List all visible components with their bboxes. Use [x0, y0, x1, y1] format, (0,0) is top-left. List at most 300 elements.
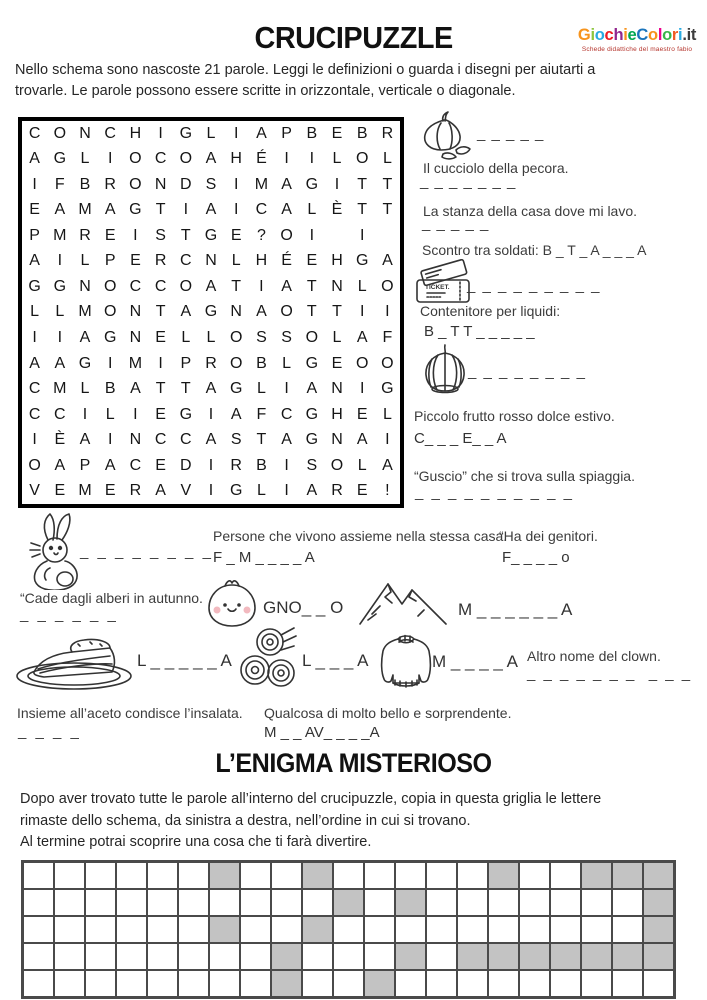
ws-letter-cell: I: [107, 354, 113, 372]
enigma-cell-shaded: [488, 862, 519, 889]
ws-letter-cell: A: [306, 380, 318, 398]
ws-letter-cell: È: [331, 201, 343, 219]
ws-letter-cell: G: [204, 303, 218, 321]
ws-letter-cell: I: [284, 482, 289, 500]
ws-letter-cell: E: [104, 482, 116, 500]
ws-letter-cell: O: [355, 150, 369, 168]
ws-letter-cell: G: [78, 354, 92, 372]
ws-letter-cell: I: [259, 277, 264, 295]
enigma-cell-shaded: [302, 862, 333, 889]
ws-letter-cell: I: [385, 303, 390, 321]
clue-pagliaccio-text: Altro nome del clown.: [527, 648, 661, 664]
ws-letter-cell: I: [32, 329, 37, 347]
ws-letter-cell: H: [331, 405, 343, 423]
ws-letter-cell: T: [180, 380, 191, 398]
ws-letter-cell: N: [331, 431, 343, 449]
ws-letter-cell: F: [256, 405, 267, 423]
ws-letter-cell: A: [230, 405, 242, 423]
ws-letter-cell: O: [103, 303, 117, 321]
ws-letter-cell: R: [79, 226, 91, 244]
ws-letter-cell: I: [334, 175, 340, 193]
ws-letter-cell: M: [128, 354, 143, 372]
ws-letter-cell: R: [381, 124, 394, 142]
enigma-cell: [519, 916, 550, 943]
enigma-cell: [85, 916, 116, 943]
ws-letter-cell: L: [332, 150, 342, 168]
ws-letter-cell: C: [54, 405, 66, 423]
ws-letter-cell: I: [359, 303, 365, 321]
ws-letter-cell: T: [155, 380, 166, 398]
ws-letter-cell: A: [281, 201, 292, 219]
ws-letter-cell: C: [180, 252, 192, 270]
ws-letter-cell: L: [382, 405, 392, 423]
enigma-cell: [488, 916, 519, 943]
clue-meraviglia-text: Qualcosa di molto bello e sorprendente.: [264, 705, 512, 721]
ws-letter-cell: L: [307, 201, 317, 219]
ws-letter-cell: C: [154, 431, 167, 449]
ws-letter-cell: I: [107, 150, 113, 168]
ws-letter-cell: T: [382, 175, 393, 193]
ws-letter-cell: A: [205, 277, 217, 295]
enigma-cell-shaded: [643, 916, 674, 943]
ws-letter-cell: A: [54, 201, 66, 219]
enigma-cell: [54, 970, 85, 997]
enigma-cell: [426, 889, 457, 916]
ws-letter-cell: G: [53, 277, 67, 295]
ws-letter-cell: I: [82, 405, 88, 423]
ws-letter-cell: G: [53, 150, 67, 168]
ws-letter-cell: S: [205, 175, 217, 193]
ws-letter-cell: R: [331, 482, 343, 500]
ws-letter-cell: G: [28, 277, 41, 295]
enigma-instructions: [20, 789, 601, 854]
ws-letter-cell: N: [331, 380, 343, 398]
intro-text: [15, 60, 595, 102]
ws-letter-cell: O: [53, 124, 67, 142]
enigma-cell: [116, 916, 147, 943]
enigma-cell: [333, 970, 364, 997]
enigma-cell: [147, 862, 178, 889]
ws-letter-cell: L: [206, 329, 216, 347]
ws-letter-cell: L: [206, 124, 216, 142]
ws-letter-cell: P: [180, 354, 192, 372]
ws-letter-cell: E: [155, 405, 166, 423]
clue-legna-pattern: L _ _ _ A: [302, 651, 369, 670]
enigma-cell-shaded: [395, 943, 426, 970]
ws-letter-cell: E: [54, 482, 66, 500]
enigma-cell: [23, 862, 54, 889]
logo-letter: e: [627, 26, 637, 44]
enigma-cell: [85, 943, 116, 970]
ws-letter-cell: N: [230, 303, 242, 321]
ws-letter-cell: G: [204, 226, 218, 244]
ws-letter-cell: I: [233, 175, 239, 193]
clue-castagna-dashes: _ _ _ _ _ _ _ _: [468, 363, 587, 380]
ws-letter-cell: A: [281, 431, 292, 449]
ws-letter-cell: H: [331, 252, 343, 270]
ws-letter-cell: T: [155, 201, 166, 219]
ws-letter-cell: N: [129, 431, 142, 449]
ws-letter-cell: C: [154, 277, 167, 295]
ws-letter-cell: L: [181, 329, 191, 347]
ws-letter-cell: O: [179, 150, 193, 168]
ws-letter-cell: L: [231, 252, 241, 270]
clue-famiglia-text: Persone che vivono assieme nella stessa casa.: [213, 528, 508, 544]
logo-letter: C: [636, 26, 649, 44]
ws-letter-cell: E: [306, 252, 318, 270]
ws-letter-cell: N: [331, 277, 343, 295]
ws-letter-cell: É: [281, 252, 292, 270]
enigma-cell: [457, 916, 488, 943]
enigma-cell-shaded: [643, 889, 674, 916]
ws-letter-cell: L: [382, 150, 392, 168]
ws-letter-cell: R: [129, 482, 142, 500]
ws-letter-cell: O: [330, 456, 344, 474]
ws-letter-cell: O: [129, 175, 142, 193]
ws-letter-cell: !: [385, 482, 390, 500]
ws-letter-cell: I: [32, 175, 37, 193]
ws-letter-cell: I: [359, 226, 365, 244]
ws-letter-cell: P: [29, 226, 40, 244]
ws-letter-cell: R: [230, 456, 242, 474]
clue-conchiglia-text: “Guscio” che si trova sulla spiaggia.: [414, 468, 635, 484]
enigma-cell: [426, 970, 457, 997]
ws-letter-cell: I: [385, 431, 390, 449]
logs-icon: [238, 624, 298, 690]
ws-letter-cell: È: [54, 431, 66, 449]
clue-bottiglia-pattern: B _ T T _ _ _ _ _: [424, 323, 535, 340]
ws-letter-cell: A: [281, 277, 292, 295]
clue-famiglia-pattern: F _ M _ _ _ _ A: [213, 549, 315, 566]
ws-letter-cell: A: [356, 431, 368, 449]
ws-letter-cell: C: [28, 380, 41, 398]
ws-letter-cell: O: [179, 277, 193, 295]
ws-letter-cell: C: [180, 431, 192, 449]
enigma-cell: [85, 889, 116, 916]
ws-letter-cell: G: [381, 380, 394, 398]
ws-letter-cell: I: [208, 405, 214, 423]
enigma-cell: [23, 970, 54, 997]
ws-letter-cell: I: [309, 226, 315, 244]
ws-letter-cell: I: [208, 482, 214, 500]
ws-letter-cell: I: [57, 329, 63, 347]
ws-letter-cell: B: [256, 354, 267, 372]
ws-letter-cell: T: [332, 303, 342, 321]
enigma-cell: [364, 889, 395, 916]
enigma-cell-shaded: [457, 943, 488, 970]
ws-letter-cell: C: [255, 201, 268, 219]
ws-letter-cell: A: [382, 252, 393, 270]
enigma-cell: [116, 889, 147, 916]
ws-letter-cell: T: [357, 201, 368, 219]
ws-letter-cell: L: [105, 405, 115, 423]
ws-letter-cell: R: [104, 175, 116, 193]
ws-letter-cell: H: [255, 252, 268, 270]
enigma-cell: [54, 862, 85, 889]
enigma-cell: [364, 862, 395, 889]
enigma-cell: [519, 889, 550, 916]
ws-letter-cell: C: [280, 405, 293, 423]
ws-letter-cell: E: [29, 201, 40, 219]
site-logo: [571, 27, 703, 53]
enigma-cell: [23, 889, 54, 916]
ws-letter-cell: A: [54, 354, 66, 372]
ws-letter-cell: O: [381, 354, 394, 372]
enigma-cell: [302, 970, 333, 997]
enigma-cell: [178, 889, 209, 916]
ws-letter-cell: A: [79, 431, 91, 449]
enigma-cell: [116, 970, 147, 997]
enigma-cell: [488, 889, 519, 916]
logo-subtitle: Schede didattiche del maestro fabio: [581, 45, 693, 53]
ws-letter-cell: N: [129, 329, 142, 347]
ws-letter-cell: N: [129, 303, 142, 321]
ws-letter-cell: G: [305, 354, 319, 372]
mountain-icon: [358, 576, 448, 626]
ws-letter-cell: N: [79, 277, 91, 295]
enigma-cell-shaded: [643, 943, 674, 970]
ws-letter-cell: N: [205, 252, 217, 270]
enigma-cell: [147, 916, 178, 943]
enigma-cell-shaded: [302, 916, 333, 943]
clue-meraviglia-pattern: M _ _ AV_ _ _ _A: [264, 724, 380, 741]
ws-letter-cell: C: [129, 456, 142, 474]
ws-letter-cell: L: [80, 150, 90, 168]
ws-letter-cell: T: [306, 303, 317, 321]
enigma-cell: [23, 916, 54, 943]
ws-letter-cell: E: [104, 226, 116, 244]
logo-letter: o: [594, 26, 605, 44]
ws-letter-cell: M: [78, 482, 92, 500]
ws-letter-cell: I: [284, 150, 289, 168]
ws-letter-cell: O: [28, 456, 41, 474]
ws-letter-cell: O: [229, 354, 243, 372]
ws-letter-cell: G: [229, 482, 243, 500]
ws-letter-cell: I: [158, 124, 163, 142]
ws-letter-cell: S: [230, 431, 242, 449]
enigma-cell: [240, 943, 271, 970]
enigma-cell: [395, 862, 426, 889]
ws-letter-cell: G: [179, 124, 193, 142]
enigma-cell: [271, 889, 302, 916]
ws-letter-cell: G: [305, 175, 319, 193]
ws-letter-cell: T: [231, 277, 242, 295]
ws-letter-cell: C: [104, 124, 116, 142]
clue-biglietto-dashes: _ _ _ _ _ _ _ _ _: [467, 277, 601, 294]
enigma-cell-shaded: [209, 916, 240, 943]
enigma-cell: [54, 889, 85, 916]
logo-suffix: .it: [682, 26, 697, 44]
logo-letter: i: [623, 26, 628, 44]
rabbit-icon: [24, 512, 82, 590]
logo-letter: c: [604, 26, 614, 44]
enigma-cell: [178, 943, 209, 970]
ws-letter-cell: O: [280, 303, 293, 321]
ws-letter-cell: E: [155, 329, 166, 347]
enigma-cell: [364, 916, 395, 943]
clue-foglia-text: “Cade dagli alberi in autunno.: [20, 590, 203, 606]
ws-letter-cell: L: [80, 252, 90, 270]
enigma-cell: [395, 970, 426, 997]
ws-letter-cell: L: [80, 380, 90, 398]
enigma-cell: [426, 916, 457, 943]
enigma-cell: [612, 970, 643, 997]
ws-letter-cell: [375, 223, 400, 249]
ws-letter-cell: P: [281, 124, 292, 142]
clue-conchiglia-dashes: _ _ _ _ _ _ _ _ _ _: [415, 484, 574, 501]
ws-letter-cell: A: [130, 380, 141, 398]
enigma-cell-shaded: [612, 862, 643, 889]
ws-letter-cell: E: [356, 405, 368, 423]
ws-letter-cell: I: [233, 124, 239, 142]
ws-letter-cell: A: [29, 150, 40, 168]
enigma-cell: [333, 862, 364, 889]
clue-montagna-pattern: M _ _ _ _ _ _ A: [458, 600, 573, 619]
enigma-cell: [519, 970, 550, 997]
enigma-cell-shaded: [209, 862, 240, 889]
ws-letter-cell: P: [79, 456, 91, 474]
enigma-cell: [54, 943, 85, 970]
ws-letter-cell: I: [158, 354, 163, 372]
enigma-cell-shaded: [581, 943, 612, 970]
ws-letter-cell: R: [205, 354, 217, 372]
enigma-cell: [612, 889, 643, 916]
ws-letter-cell: E: [155, 456, 166, 474]
ws-letter-cell: G: [129, 201, 142, 219]
logo-letter: r: [671, 26, 679, 44]
ws-letter-cell: L: [357, 456, 367, 474]
chestnut-icon: [418, 342, 472, 396]
enigma-title: L’ENIGMA MISTERIOSO: [215, 748, 492, 778]
enigma-cell: [178, 970, 209, 997]
ws-letter-cell: H: [129, 124, 142, 142]
enigma-cell-shaded: [643, 862, 674, 889]
ws-letter-cell: S: [306, 456, 318, 474]
enigma-cell-shaded: [333, 889, 364, 916]
enigma-cell: [178, 862, 209, 889]
ws-letter-cell: I: [32, 431, 37, 449]
ws-letter-cell: L: [256, 482, 266, 500]
ws-letter-cell: H: [230, 150, 242, 168]
enigma-cell: [426, 862, 457, 889]
ws-letter-cell: F: [382, 329, 393, 347]
ws-letter-cell: I: [284, 456, 289, 474]
enigma-cell: [240, 916, 271, 943]
enigma-cell: [302, 943, 333, 970]
ws-letter-cell: E: [331, 354, 343, 372]
ws-letter-cell: I: [208, 456, 214, 474]
ws-letter-cell: B: [104, 380, 116, 398]
enigma-cell: [271, 862, 302, 889]
clue-agnello-dashes: _ _ _ _ _ _ _: [420, 173, 517, 190]
enigma-cell: [271, 916, 302, 943]
ws-letter-cell: B: [79, 175, 91, 193]
ws-letter-cell: A: [256, 303, 267, 321]
ws-letter-cell: E: [356, 482, 368, 500]
ws-letter-cell: O: [280, 226, 293, 244]
ws-letter-cell: S: [155, 226, 166, 244]
enigma-cell: [457, 970, 488, 997]
enigma-cell: [581, 970, 612, 997]
enigma-cell: [550, 862, 581, 889]
ws-letter-cell: M: [78, 201, 92, 219]
enigma-cell: [209, 970, 240, 997]
ws-letter-cell: L: [357, 277, 367, 295]
clue-ciliegia-pattern: C_ _ _ E_ _ A: [414, 430, 507, 447]
ticket-label: TICKET.: [425, 284, 450, 291]
ws-letter-cell: O: [381, 277, 394, 295]
ws-letter-cell: O: [355, 354, 369, 372]
logo-wordmark: [571, 27, 703, 44]
clue-bagno-text: La stanza della casa dove mi lavo.: [423, 203, 638, 219]
logo-letter: i: [678, 26, 683, 44]
ws-letter-cell: A: [382, 456, 393, 474]
ws-letter-cell: M: [254, 175, 269, 193]
ws-letter-cell: A: [205, 380, 217, 398]
ws-letter-cell: T: [256, 431, 267, 449]
ws-letter-cell: I: [284, 380, 289, 398]
enigma-cell: [519, 862, 550, 889]
logo-letter: l: [657, 26, 663, 44]
ws-letter-cell: T: [306, 277, 317, 295]
ws-letter-cell: L: [332, 329, 342, 347]
ws-letter-cell: A: [205, 150, 217, 168]
ws-letter-cell: M: [78, 303, 92, 321]
ws-letter-cell: O: [129, 150, 142, 168]
logo-letter: o: [648, 26, 658, 44]
clue-lasagna-pattern: L _ _ _ _ _ A: [137, 651, 232, 670]
clue-olio-dashes: _ _ _ _: [18, 723, 82, 740]
lasagna-icon: [14, 628, 134, 690]
enigma-cell: [85, 970, 116, 997]
enigma-cell-shaded: [271, 970, 302, 997]
ws-letter-cell: O: [305, 329, 319, 347]
ws-letter-cell: G: [305, 431, 319, 449]
ws-letter-cell: C: [28, 124, 41, 142]
ws-letter-cell: S: [281, 329, 292, 347]
enigma-cell: [333, 943, 364, 970]
ws-letter-cell: L: [55, 303, 65, 321]
enigma-cell: [23, 943, 54, 970]
enigma-cell: [550, 970, 581, 997]
enigma-cell: [643, 970, 674, 997]
ws-letter-cell: E: [331, 124, 343, 142]
enigma-cell: [364, 943, 395, 970]
ws-letter-cell: E: [230, 226, 242, 244]
ws-letter-cell: A: [256, 124, 267, 142]
clue-maglia-pattern: M _ _ _ _ A: [432, 652, 518, 671]
enigma-cell: [457, 889, 488, 916]
clue-ciliegia-text: Piccolo frutto rosso dolce estivo.: [414, 408, 615, 424]
enigma-cell: [457, 862, 488, 889]
enigma-cell: [209, 889, 240, 916]
ws-letter-cell: G: [179, 405, 193, 423]
ws-letter-cell: C: [154, 150, 167, 168]
intro-line-2: trovarle. Le parole possono essere scritte in orizzontale, verticale o diagonale.: [15, 83, 516, 99]
ws-letter-cell: B: [306, 124, 318, 142]
enigma-cell: [426, 943, 457, 970]
ws-letter-cell: I: [359, 380, 365, 398]
ws-letter-cell: L: [30, 303, 40, 321]
clue-foglia-dashes: _ _ _ _ _ _: [20, 606, 119, 623]
ws-letter-cell: B: [256, 456, 267, 474]
ws-letter-cell: L: [282, 354, 292, 372]
ws-letter-cell: A: [205, 431, 217, 449]
enigma-cell: [488, 970, 519, 997]
ws-letter-cell: S: [256, 329, 267, 347]
ws-letter-cell: I: [183, 201, 189, 219]
enigma-line-2: rimaste dello schema, da sinistra a destra, nell’ordine in cui si trovano.: [20, 812, 471, 829]
